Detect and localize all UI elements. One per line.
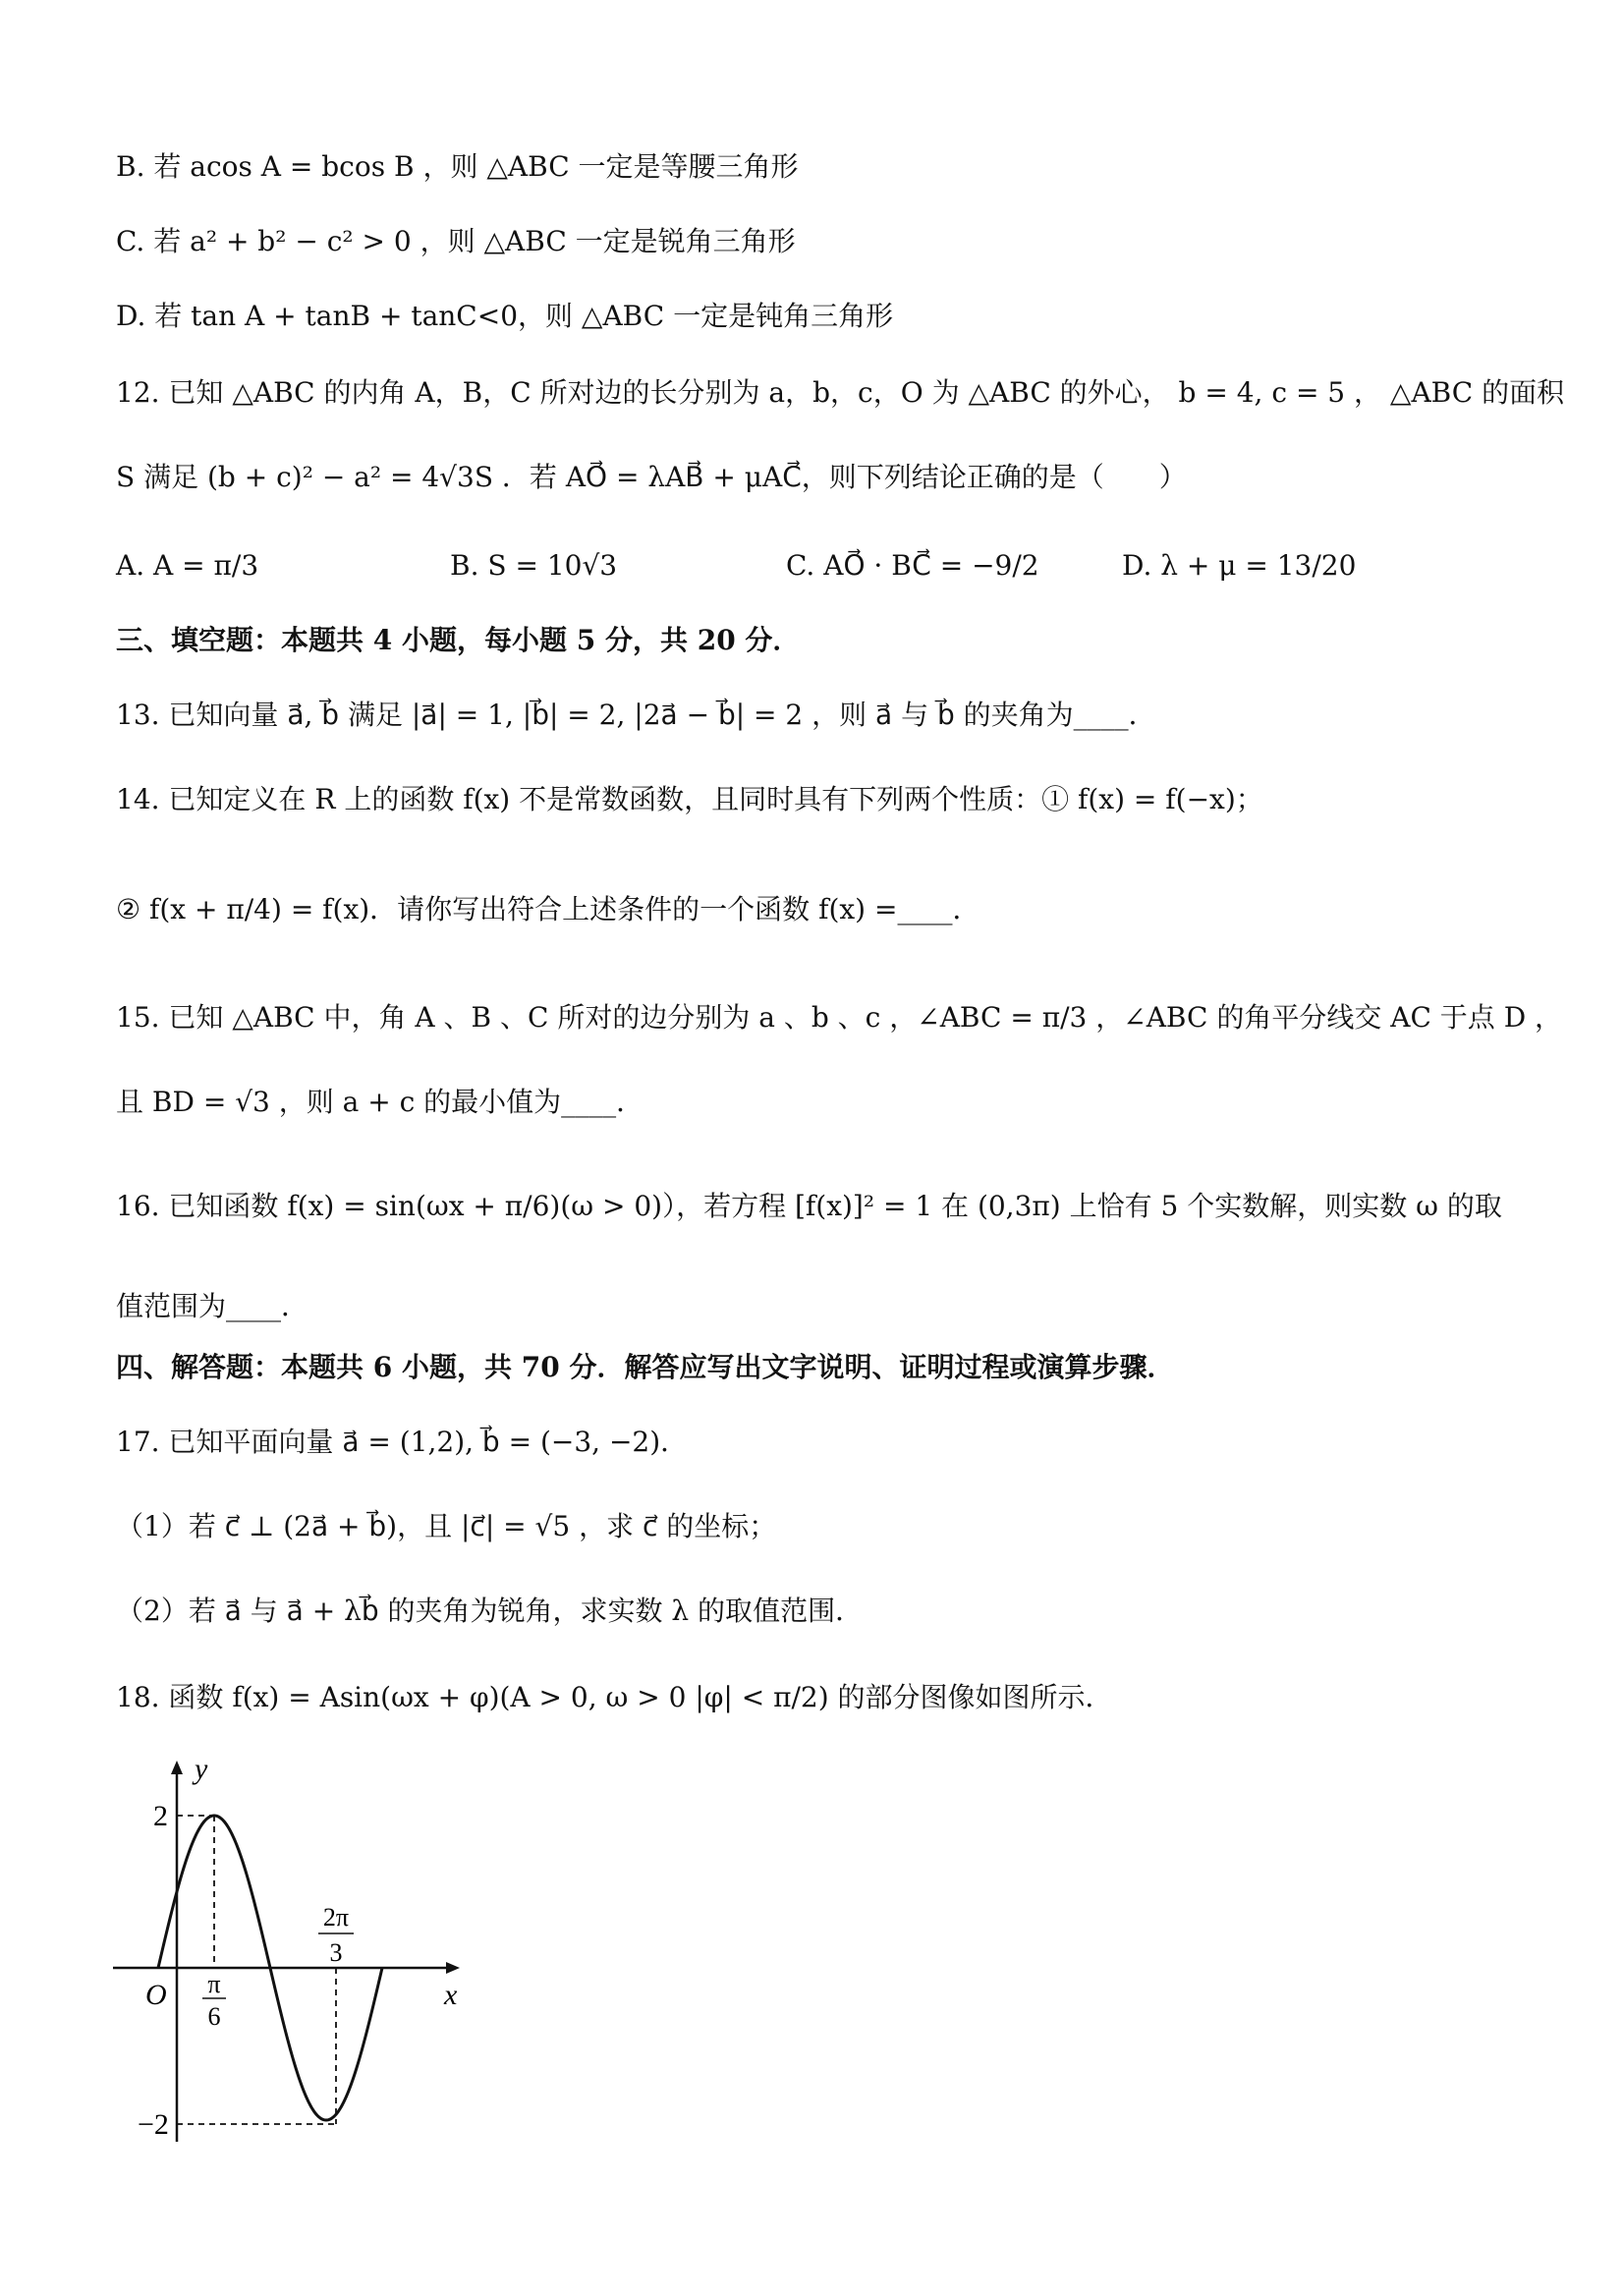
x-tick-2pi-3-denominator: 3 [329,1938,343,1967]
q16-line2: 值范围为____． [116,1290,309,1322]
q14-line1: 14. 已知定义在 R 上的函数 f(x) 不是常数函数，且同时具有下列两个性质：① f(x) = f(−x)； [116,783,1263,815]
q16-line1: 16. 已知函数 f(x) = sin(ωx + π/6)(ω > 0)），若方程 [f(x)]² = 1 在 (0,3π) 上恰有 5 个实数解，则实数 ω 的取 [116,1190,1502,1222]
q17-part2: （2）若 a⃗ 与 a⃗ + λb⃗ 的夹角为锐角，求实数 λ 的取值范围． [116,1595,864,1627]
q12-option-a: A. A = π/3 [116,549,259,582]
section-4-heading: 四、解答题：本题共 6 小题，共 70 分．解答应写出文字说明、证明过程或演算步骤． [116,1351,1175,1383]
q17-part1: （1）若 c⃗ ⊥ (2a⃗ + b⃗)，且 |c⃗| = √5 ，求 c⃗ 的坐标； [116,1510,777,1542]
q17-line1: 17. 已知平面向量 a⃗ = (1,2), b⃗ = (−3, −2)． [116,1426,689,1458]
y-axis-label: y [195,1753,208,1785]
q15-line1: 15. 已知 △ABC 中，角 A 、B 、C 所对的边分别为 a 、b 、c ，∠ABC = π/3 ，∠ABC 的角平分线交 AC 于点 D ， [116,1001,1563,1034]
y-axis-arrow [171,1761,183,1774]
x-tick-2pi-3-numerator: 2π [322,1903,350,1932]
y-max-label: 2 [153,1800,168,1832]
q11-option-b: B. 若 acos A = bcos B ，则 △ABC 一定是等腰三角形 [116,150,799,183]
section-3-heading: 三、填空题：本题共 4 小题，每小题 5 分，共 20 分． [116,624,801,656]
q12-line1: 12. 已知 △ABC 的内角 A，B，C 所对边的长分别为 a，b，c，O 为 △ABC 的外心， b = 4, c = 5 ， △ABC 的面积 [116,376,1565,409]
q11-option-c: C. 若 a² + b² − c² > 0 ，则 △ABC 一定是锐角三角形 [116,225,796,257]
q13: 13. 已知向量 a⃗, b⃗ 满足 |a⃗| = 1, |b⃗| = 2, |2a⃗ − b⃗| = 2 ，则 a⃗ 与 b⃗ 的夹角为____． [116,699,1156,731]
q12-option-b: B. S = 10√3 [450,549,618,582]
x-tick-pi-6-denominator: 6 [207,2002,221,2031]
function-graph [108,1749,481,2161]
q12-option-c: C. AO⃗ · BC⃗ = −9/2 [786,549,1039,582]
x-axis-arrow [446,1962,460,1974]
q15-line2: 且 BD = √3 ，则 a + c 的最小值为____． [116,1086,644,1118]
y-min-label: −2 [138,2108,169,2141]
q12-option-d: D. λ + μ = 13/20 [1122,549,1357,582]
q12-line2: S 满足 (b + c)² − a² = 4√3S ．若 AO⃗ = λAB⃗ + μAC⃗，则下列结论正确的是（ ） [116,461,1187,493]
origin-label: O [145,1979,167,2011]
q18: 18. 函数 f(x) = Asin(ωx + φ)(A > 0, ω > 0 |φ| < π/2) 的部分图像如图所示． [116,1681,1113,1713]
x-axis-label: x [444,1979,458,2011]
q11-option-d: D. 若 tan A + tanB + tanC<0，则 △ABC 一定是钝角三角形 [116,300,894,332]
x-tick-pi-6-numerator: π [207,1970,221,1998]
q14-line2: ② f(x + π/4) = f(x)．请你写出符合上述条件的一个函数 f(x) =____． [116,893,980,925]
